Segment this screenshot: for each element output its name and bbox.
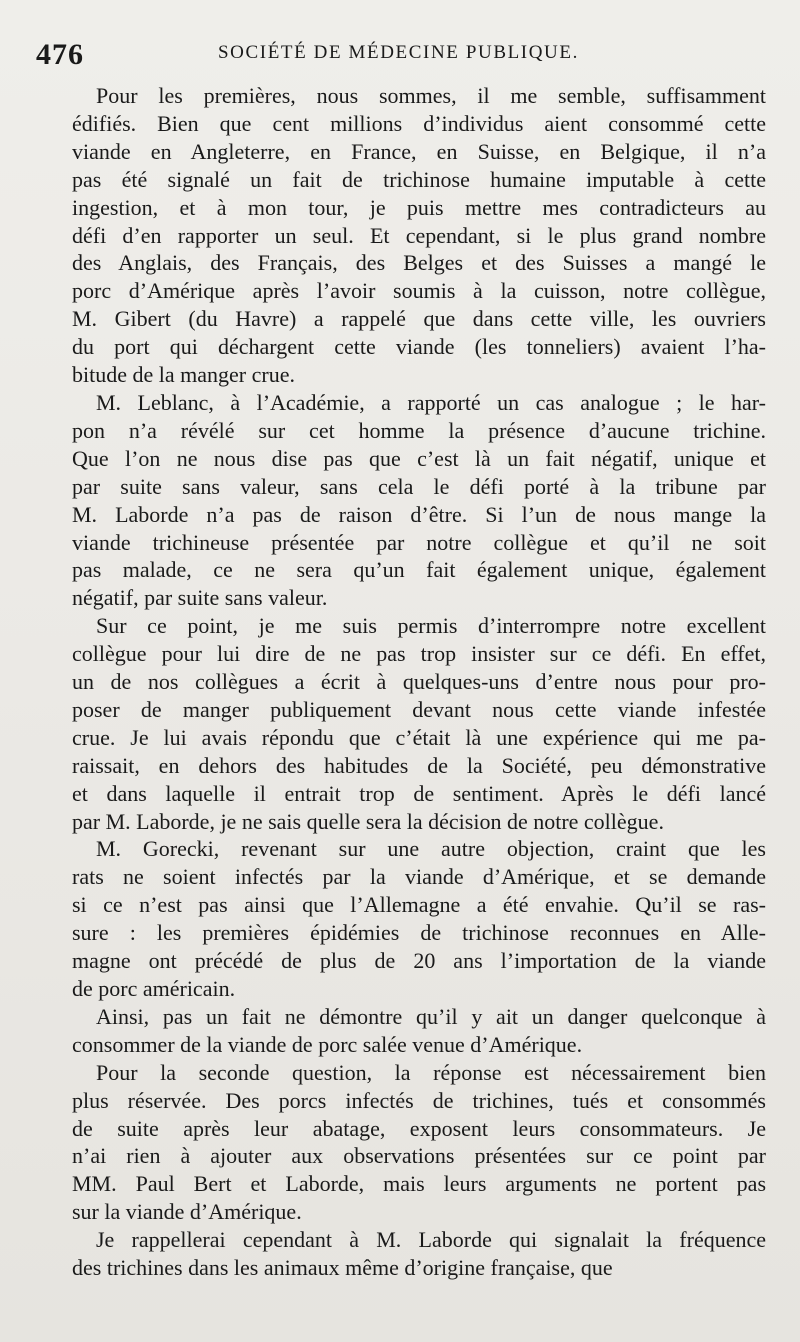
- text-line: collègue pour lui dire de ne pas trop insister sur ce défi. En effet,: [72, 641, 766, 667]
- text-line: raissait, en dehors des habitudes de la Société, peu démonstrative: [72, 752, 766, 778]
- text-line: Pour la seconde question, la réponse est nécessairement bien: [96, 1059, 766, 1085]
- text-line: M. Gibert (du Havre) a rappelé que dans cette ville, les ouvriers: [72, 306, 766, 332]
- text-line: négatif, par suite sans valeur.: [72, 585, 328, 611]
- text-line: par suite sans valeur, sans cela le défi porté à la tribune par: [72, 473, 766, 499]
- paragraph: [46, 1003, 766, 1059]
- text-line: M. Gorecki, revenant sur une autre objection, craint que les: [96, 836, 766, 862]
- text-line: viande en Angleterre, en France, en Suisse, en Belgique, il n’a: [72, 138, 766, 164]
- text-line: M. Leblanc, à l’Académie, a rapporté un cas analogue ; le har-: [96, 389, 766, 415]
- text-line: des Anglais, des Français, des Belges et des Suisses a mangé le: [72, 250, 766, 276]
- running-head: SOCIÉTÉ DE MÉDECINE PUBLIQUE.: [218, 42, 579, 63]
- text-line: Ainsi, pas un fait ne démontre qu’il y ait un danger quelconque à: [96, 1003, 766, 1029]
- text-line: viande trichineuse présentée par notre collègue et qu’il ne soit: [72, 529, 766, 555]
- page-header: [36, 38, 766, 78]
- text-line: pon n’a révélé sur cet homme la présence d’aucune trichine.: [72, 417, 766, 443]
- text-line: M. Laborde n’a pas de raison d’être. Si l’un de nous mange la: [72, 501, 766, 527]
- text-line: Que l’on ne nous dise pas que c’est là un fait négatif, unique et: [72, 445, 766, 471]
- text-line: MM. Paul Bert et Laborde, mais leurs arguments ne portent pas: [72, 1171, 766, 1197]
- text-line: crue. Je lui avais répondu que c’était là une expérience qui me pa-: [72, 724, 766, 750]
- text-line: sure : les premières épidémies de trichinose reconnues en Alle-: [72, 920, 766, 946]
- page-number: 476: [36, 38, 84, 71]
- text-line: défi d’en rapporter un seul. Et cependant, si le plus grand nombre: [72, 222, 766, 248]
- paragraph: [46, 82, 766, 389]
- paragraph: [46, 835, 766, 1002]
- text-line: bitude de la manger crue.: [72, 362, 295, 388]
- text-line: ingestion, et à mon tour, je puis mettre mes contradicteurs au: [72, 194, 766, 220]
- text-line: consommer de la viande de porc salée venue d’Amérique.: [72, 1031, 583, 1057]
- text-line: de porc américain.: [72, 976, 236, 1001]
- text-line: pas été signalé un fait de trichinose humaine imputable à cette: [72, 166, 766, 192]
- text-line: édifiés. Bien que cent millions d’individus aient consommé cette: [72, 110, 766, 136]
- text-line: rats ne soient infectés par la viande d’Amérique, et se demande: [72, 864, 766, 890]
- text-line: poser de manger publiquement devant nous cette viande infestée: [72, 696, 766, 722]
- body-text: [46, 82, 766, 1282]
- text-line: pas malade, ce ne sera qu’un fait également unique, également: [72, 557, 766, 583]
- paragraph: [46, 389, 766, 612]
- text-line: Je rappellerai cependant à M. Laborde qui signalait la fréquence: [96, 1227, 766, 1253]
- text-line: Sur ce point, je me suis permis d’interrompre notre excellent: [96, 613, 766, 639]
- text-line: n’ai rien à ajouter aux observations présentées sur ce point par: [72, 1143, 766, 1169]
- text-line: un de nos collègues a écrit à quelques-uns d’entre nous pour pro-: [72, 669, 766, 695]
- text-line: de suite après leur abatage, exposent leurs consommateurs. Je: [72, 1115, 766, 1141]
- text-line: et dans laquelle il entrait trop de sentiment. Après le défi lancé: [72, 780, 766, 806]
- paragraph: [46, 1226, 766, 1282]
- text-line: du port qui déchargent cette viande (les tonneliers) avaient l’ha-: [72, 334, 766, 360]
- text-line: des trichines dans les animaux même d’origine française, que: [72, 1255, 613, 1281]
- text-line: magne ont précédé de plus de 20 ans l’importation de la viande: [72, 948, 766, 974]
- text-line: par M. Laborde, je ne sais quelle sera la décision de notre collègue.: [72, 808, 664, 834]
- text-line: si ce n’est pas ainsi que l’Allemagne a été envahie. Qu’il se ras-: [72, 892, 766, 918]
- text-line: Pour les premières, nous sommes, il me semble, suffisamment: [96, 83, 766, 108]
- text-line: plus réservée. Des porcs infectés de trichines, tués et consommés: [72, 1087, 766, 1113]
- text-line: sur la viande d’Amérique.: [72, 1199, 302, 1225]
- paragraph: [46, 1059, 766, 1226]
- paragraph: [46, 612, 766, 835]
- text-line: porc d’Amérique après l’avoir soumis à la cuisson, notre collègue,: [72, 278, 766, 304]
